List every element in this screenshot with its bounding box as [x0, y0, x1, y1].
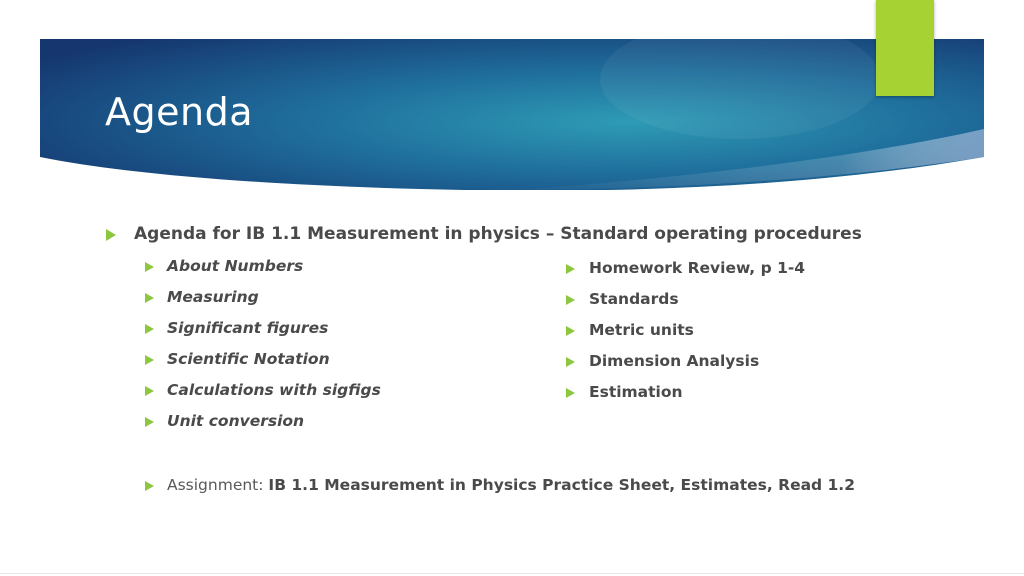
- bullet-arrow-icon: [145, 293, 154, 303]
- agenda-item: Dimension Analysis: [589, 352, 760, 370]
- bullet-arrow-icon: [106, 229, 116, 241]
- slide-title: Agenda: [105, 90, 253, 134]
- bullet-arrow-icon: [566, 357, 575, 367]
- agenda-item: Unit conversion: [167, 412, 305, 430]
- agenda-item: Metric units: [589, 321, 694, 339]
- accent-tab: [876, 0, 934, 96]
- bullet-arrow-icon: [145, 386, 154, 396]
- main-agenda-heading: Agenda for IB 1.1 Measurement in physics – Standard operating procedures: [134, 224, 862, 244]
- agenda-item: Significant figures: [167, 319, 329, 337]
- agenda-item: Scientific Notation: [167, 350, 330, 368]
- bullet-arrow-icon: [145, 324, 154, 334]
- bullet-arrow-icon: [566, 388, 575, 398]
- bullet-arrow-icon: [145, 355, 154, 365]
- bullet-arrow-icon: [566, 326, 575, 336]
- agenda-item: Standards: [589, 290, 679, 308]
- bullet-arrow-icon: [145, 481, 154, 491]
- assignment-value: IB 1.1 Measurement in Physics Practice Sheet, Estimates, Read 1.2: [268, 476, 855, 494]
- agenda-item: Estimation: [589, 383, 683, 401]
- bottom-divider: [0, 573, 1024, 574]
- bullet-arrow-icon: [145, 417, 154, 427]
- agenda-item: About Numbers: [167, 257, 304, 275]
- agenda-item: Measuring: [167, 288, 259, 306]
- agenda-item: Calculations with sigfigs: [167, 381, 381, 399]
- bullet-arrow-icon: [145, 262, 154, 272]
- assignment-line: [167, 476, 855, 494]
- bullet-arrow-icon: [566, 264, 575, 274]
- agenda-item: Homework Review, p 1-4: [589, 259, 806, 277]
- assignment-label: Assignment:: [167, 476, 269, 494]
- bullet-arrow-icon: [566, 295, 575, 305]
